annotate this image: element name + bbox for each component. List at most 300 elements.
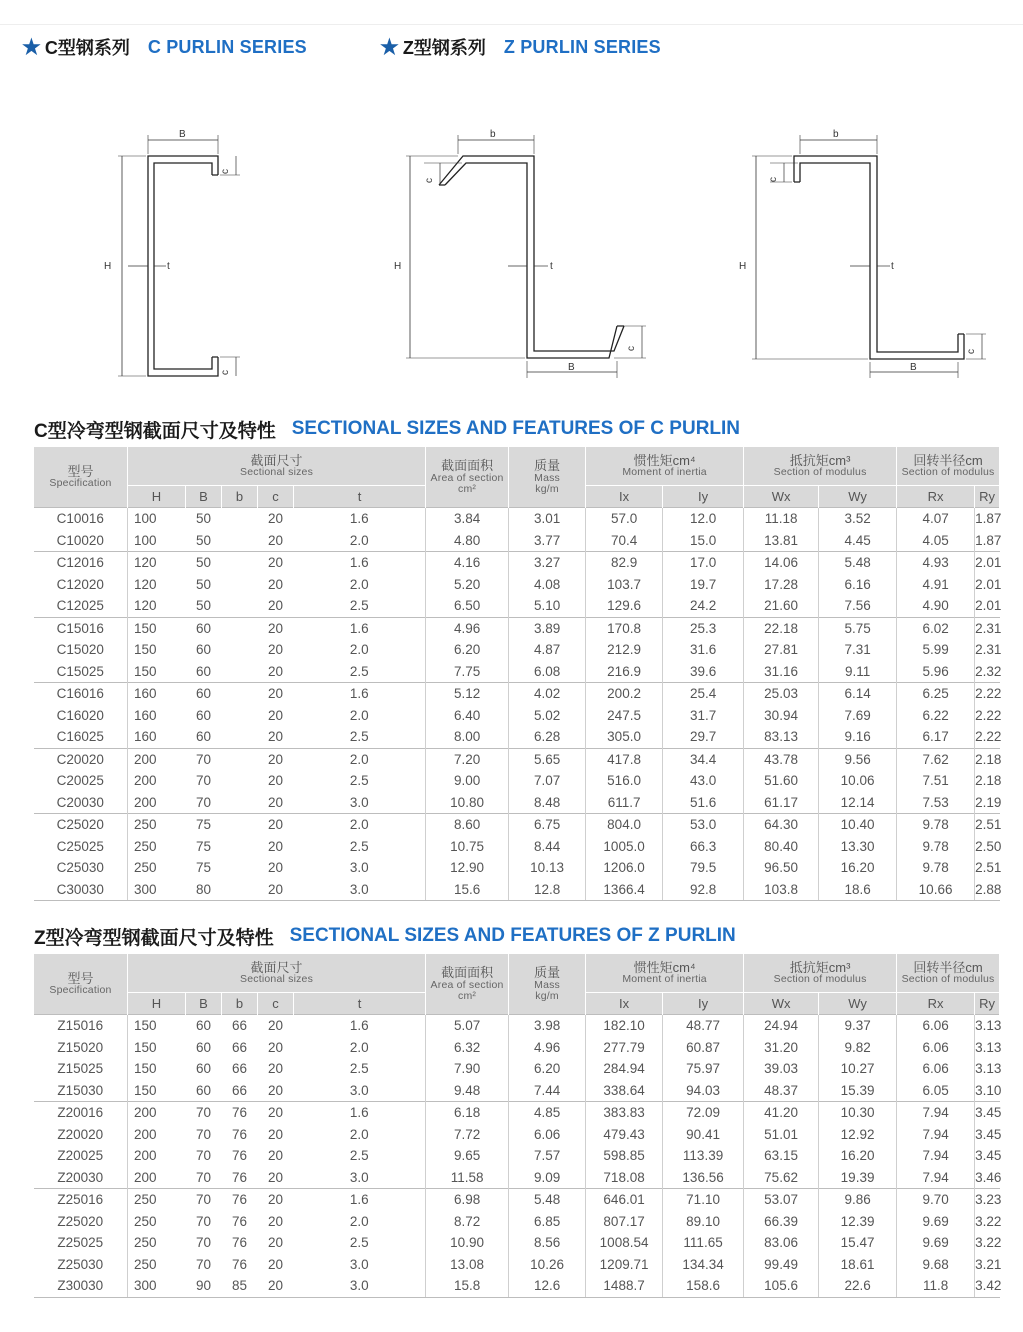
spec-cell: C16016 [34, 683, 128, 705]
table-row [34, 879, 1000, 901]
value-cell: 11.58 [426, 1167, 509, 1189]
value-cell: 2.5 [349, 1061, 369, 1077]
value-cell: 60 [195, 707, 212, 723]
table-row [34, 1102, 1000, 1124]
value-cell: 1.87 [975, 530, 1000, 552]
value-cell: 19.7 [663, 574, 744, 596]
value-cell: 479.43 [586, 1124, 663, 1146]
spec-cell: Z25030 [57, 1256, 104, 1272]
dim-t-label: t [891, 261, 894, 272]
value-cell: 10.27 [819, 1058, 897, 1080]
value-cell [222, 770, 258, 792]
value-cell: 60 [195, 729, 212, 745]
value-cell: 5.75 [819, 617, 897, 639]
spec-cell: C25030 [56, 860, 104, 876]
dim-b-top-label: b [833, 129, 839, 140]
value-cell: 3.84 [426, 508, 509, 530]
value-cell: 9.70 [897, 1189, 975, 1211]
value-cell: 305.0 [586, 726, 663, 748]
value-cell [222, 792, 258, 814]
value-cell: 4.96 [426, 617, 509, 639]
value-cell: 75.62 [744, 1167, 819, 1189]
value-cell: 9.78 [897, 857, 975, 879]
value-cell: 3.42 [975, 1275, 1000, 1297]
value-cell: 1488.7 [586, 1275, 663, 1297]
z-purlin-table [33, 954, 1000, 1298]
header-unit: kg/m [535, 989, 559, 1002]
value-cell [222, 814, 258, 836]
spec-cell: C20030 [56, 794, 104, 810]
dim-h-label: H [104, 261, 112, 272]
table-row [34, 530, 1000, 552]
value-cell: 6.40 [426, 705, 509, 727]
value-cell: 646.01 [586, 1189, 663, 1211]
mass-header [509, 447, 586, 508]
value-cell: 10.80 [426, 792, 509, 814]
value-cell: 6.22 [897, 705, 975, 727]
value-cell: 103.7 [586, 574, 663, 596]
dim-h-label: H [739, 261, 747, 272]
table-row [34, 574, 1000, 596]
value-cell: 20 [267, 1148, 284, 1164]
value-cell: 31.16 [744, 661, 819, 683]
value-cell: 20 [258, 508, 294, 530]
value-cell: 2.51 [975, 814, 1000, 836]
modulus-header [744, 954, 897, 993]
value-cell: 64.30 [744, 814, 819, 836]
value-cell: 2.01 [975, 595, 1000, 617]
spec-cell: C10016 [34, 508, 128, 530]
value-cell: 3.13 [975, 1037, 1000, 1059]
value-cell: 12.90 [426, 857, 509, 879]
c-series-title-en: C PURLIN SERIES [147, 36, 307, 57]
value-cell: 8.44 [509, 836, 586, 858]
value-cell: 6.75 [509, 814, 586, 836]
value-cell [222, 705, 258, 727]
value-cell: 6.16 [819, 574, 897, 596]
value-cell: 2.0 [349, 1126, 369, 1142]
value-cell: 2.31 [975, 639, 1000, 661]
value-cell: 216.9 [586, 661, 663, 683]
header-en: Area of section [430, 471, 504, 484]
value-cell: 1.6 [294, 617, 426, 639]
z-table-title-cn: Z型冷弯型钢截面尺寸及特性 [34, 927, 274, 949]
value-cell: 1.6 [294, 1189, 426, 1211]
value-cell: 8.72 [426, 1211, 509, 1233]
header-cn: 截面尺寸 [250, 959, 303, 975]
value-cell: 51.60 [744, 770, 819, 792]
header-cn: 截面面积 [441, 965, 494, 981]
value-cell: 12.8 [509, 879, 586, 901]
value-cell: 9.69 [897, 1232, 975, 1254]
value-cell: 11.8 [897, 1275, 975, 1297]
value-cell: 60 [186, 617, 222, 639]
z-table-heading [34, 923, 736, 949]
subheader-wy: Wy [819, 993, 897, 1015]
value-cell: 20 [267, 1126, 284, 1142]
value-cell: 4.02 [509, 683, 586, 705]
dim-c-label: c [220, 169, 231, 174]
subheader-c: c [258, 486, 294, 508]
header-cn: 质量 [534, 965, 561, 981]
value-cell: 76 [231, 1235, 248, 1251]
subheader-rx: Rx [897, 486, 975, 508]
value-cell: 3.0 [294, 1275, 426, 1297]
table-row [34, 1189, 1000, 1211]
value-cell: 200 [128, 1124, 186, 1146]
value-cell: 804.0 [586, 814, 663, 836]
value-cell: 13.08 [426, 1254, 509, 1276]
table-row [34, 552, 1000, 574]
value-cell: 20 [258, 1275, 294, 1297]
value-cell: 200 [128, 1167, 186, 1189]
header-en: Section of modulus [901, 466, 995, 479]
dim-b-label: B [179, 129, 186, 140]
value-cell: 27.81 [744, 639, 819, 661]
value-cell: 13.30 [819, 836, 897, 858]
value-cell: 6.28 [509, 726, 586, 748]
value-cell: 70 [195, 794, 212, 810]
value-cell: 6.18 [426, 1102, 509, 1124]
value-cell [222, 552, 258, 574]
value-cell: 516.0 [586, 770, 663, 792]
dim-b-bottom-label: B [910, 362, 917, 373]
mass-header [509, 954, 586, 1015]
value-cell: 12.0 [663, 508, 744, 530]
value-cell: 1.6 [294, 552, 426, 574]
dim-c-label: c [768, 177, 779, 182]
inertia-header [586, 954, 744, 993]
value-cell: 6.50 [426, 595, 509, 617]
value-cell: 20 [267, 532, 284, 548]
value-cell: 50 [195, 576, 212, 592]
value-cell: 3.0 [349, 1082, 369, 1098]
value-cell: 2.5 [349, 1235, 369, 1251]
dim-b-bottom-label: B [568, 362, 575, 373]
spec-cell: Z20020 [57, 1126, 104, 1142]
dim-c-label: c [966, 349, 977, 354]
value-cell [222, 661, 258, 683]
value-cell: 160 [128, 705, 186, 727]
value-cell: 1.6 [294, 1102, 426, 1124]
value-cell: 83.06 [744, 1232, 819, 1254]
area-header [426, 447, 509, 508]
value-cell: 7.62 [897, 748, 975, 770]
table-row [34, 1145, 1000, 1167]
value-cell: 20 [258, 748, 294, 770]
value-cell: 250 [128, 836, 186, 858]
value-cell: 10.26 [509, 1254, 586, 1276]
value-cell [222, 748, 258, 770]
value-cell: 5.48 [509, 1189, 586, 1211]
value-cell: 7.94 [897, 1167, 975, 1189]
value-cell: 4.80 [426, 530, 509, 552]
value-cell: 718.08 [586, 1167, 663, 1189]
value-cell: 150 [128, 1037, 186, 1059]
value-cell [222, 879, 258, 901]
subheader-rx: Rx [897, 993, 975, 1015]
value-cell: 2.22 [975, 726, 1000, 748]
value-cell: 85 [222, 1275, 258, 1297]
value-cell: 7.94 [897, 1145, 975, 1167]
value-cell: 66 [231, 1039, 248, 1055]
value-cell: 120 [128, 552, 186, 574]
value-cell: 20 [258, 879, 294, 901]
spec-cell: C30030 [34, 879, 128, 901]
inertia-header [586, 447, 744, 486]
c-purlin-drawing [100, 118, 260, 387]
table-row [34, 1211, 1000, 1233]
value-cell: 277.79 [586, 1037, 663, 1059]
spec-cell: Z15030 [57, 1082, 104, 1098]
value-cell: 1206.0 [586, 857, 663, 879]
value-cell: 6.85 [509, 1211, 586, 1233]
value-cell: 12.39 [819, 1211, 897, 1233]
value-cell: 76 [231, 1213, 248, 1229]
header-cn: 型号 [67, 970, 94, 986]
header-cn: 质量 [534, 458, 561, 474]
header-en: Mass [534, 471, 561, 484]
value-cell: 1.6 [294, 1015, 426, 1037]
value-cell: 60 [186, 1015, 222, 1037]
value-cell: 80.40 [744, 836, 819, 858]
subheader-t: t [294, 993, 426, 1015]
z-series-title-en: Z PURLIN SERIES [503, 36, 661, 57]
table-row [34, 1080, 1000, 1102]
value-cell: 250 [128, 857, 186, 879]
value-cell: 7.72 [426, 1124, 509, 1146]
value-cell: 1005.0 [586, 836, 663, 858]
value-cell: 22.18 [744, 617, 819, 639]
value-cell: 20 [258, 683, 294, 705]
value-cell: 5.20 [426, 574, 509, 596]
value-cell: 82.9 [586, 552, 663, 574]
value-cell: 7.31 [819, 639, 897, 661]
value-cell: 31.20 [744, 1037, 819, 1059]
value-cell: 3.13 [975, 1058, 1000, 1080]
value-cell: 60 [195, 1082, 212, 1098]
value-cell: 2.0 [349, 1039, 369, 1055]
value-cell: 6.25 [897, 683, 975, 705]
table-row [34, 836, 1000, 858]
header-unit: cm² [458, 989, 477, 1002]
value-cell: 250 [128, 814, 186, 836]
value-cell [222, 595, 258, 617]
value-cell: 200 [128, 1102, 186, 1124]
value-cell: 60 [186, 683, 222, 705]
header-cn: 截面面积 [441, 458, 494, 474]
header-cn: 型号 [67, 463, 94, 479]
value-cell: 70 [195, 1235, 212, 1251]
value-cell: 20 [267, 598, 284, 614]
value-cell: 6.06 [897, 1058, 975, 1080]
value-cell: 807.17 [586, 1211, 663, 1233]
value-cell: 18.61 [819, 1254, 897, 1276]
value-cell: 200.2 [586, 683, 663, 705]
header-cn: 惯性矩cm⁴ [633, 959, 696, 975]
value-cell: 7.57 [509, 1145, 586, 1167]
value-cell: 50 [186, 508, 222, 530]
value-cell: 158.6 [663, 1275, 744, 1297]
value-cell: 20 [267, 838, 284, 854]
value-cell: 2.32 [975, 661, 1000, 683]
value-cell: 19.39 [819, 1167, 897, 1189]
value-cell: 134.34 [663, 1254, 744, 1276]
value-cell: 41.20 [744, 1102, 819, 1124]
header-en: Moment of inertia [622, 973, 707, 986]
value-cell: 150 [128, 1015, 186, 1037]
value-cell: 60 [195, 1061, 212, 1077]
spec-cell: Z20025 [57, 1148, 104, 1164]
dim-c-label: c [424, 178, 435, 183]
value-cell: 5.65 [509, 748, 586, 770]
value-cell: 2.18 [975, 748, 1000, 770]
value-cell [222, 836, 258, 858]
value-cell: 250 [128, 1189, 186, 1211]
spec-cell: C12016 [34, 552, 128, 574]
value-cell: 89.10 [663, 1211, 744, 1233]
value-cell: 9.16 [819, 726, 897, 748]
header-en: Section of modulus [773, 466, 867, 479]
table-row [34, 770, 1000, 792]
value-cell: 10.40 [819, 814, 897, 836]
value-cell: 3.0 [349, 794, 369, 810]
value-cell: 338.64 [586, 1080, 663, 1102]
c-purlin-table [33, 447, 1000, 901]
value-cell: 60.87 [663, 1037, 744, 1059]
value-cell: 70 [195, 1213, 212, 1229]
value-cell: 3.77 [509, 530, 586, 552]
value-cell: 70 [195, 1256, 212, 1272]
value-cell: 17.0 [663, 552, 744, 574]
value-cell: 1008.54 [586, 1232, 663, 1254]
subheader-ry: Ry [975, 486, 1000, 508]
value-cell: 5.02 [509, 705, 586, 727]
star-icon: ★ [22, 35, 41, 59]
subheader-b-lip: b [222, 486, 258, 508]
value-cell: 4.93 [897, 552, 975, 574]
value-cell: 8.00 [426, 726, 509, 748]
c-series-title-cn: C型钢系列 [44, 38, 130, 58]
table-row [34, 748, 1000, 770]
value-cell: 9.68 [897, 1254, 975, 1276]
value-cell: 100 [128, 530, 186, 552]
value-cell: 20 [267, 1061, 284, 1077]
radius-header [897, 447, 1000, 486]
z-series-title-cn: Z型钢系列 [402, 38, 486, 58]
dim-h-label: H [394, 261, 402, 272]
c-table-title-cn: C型冷弯型钢截面尺寸及特性 [34, 420, 276, 442]
value-cell: 4.07 [897, 508, 975, 530]
value-cell: 96.50 [744, 857, 819, 879]
value-cell: 9.69 [897, 1211, 975, 1233]
z-table-title-en: SECTIONAL SIZES AND FEATURES OF Z PURLIN [289, 925, 736, 946]
dim-b-top-label: b [490, 129, 496, 140]
value-cell: 1366.4 [586, 879, 663, 901]
value-cell: 7.44 [509, 1080, 586, 1102]
value-cell: 15.6 [426, 879, 509, 901]
value-cell: 2.5 [349, 598, 369, 614]
spec-cell: Z30030 [34, 1275, 128, 1297]
value-cell: 6.32 [426, 1037, 509, 1059]
value-cell: 113.39 [663, 1145, 744, 1167]
subheader-iy: Iy [663, 993, 744, 1015]
dim-c-label: c [220, 370, 231, 375]
value-cell: 2.5 [349, 729, 369, 745]
value-cell: 18.6 [819, 879, 897, 901]
value-cell: 6.05 [897, 1080, 975, 1102]
value-cell: 20 [267, 663, 284, 679]
value-cell: 3.45 [975, 1124, 1000, 1146]
spec-cell: C16020 [56, 707, 104, 723]
value-cell: 3.0 [349, 860, 369, 876]
value-cell: 39.6 [663, 661, 744, 683]
value-cell: 2.31 [975, 617, 1000, 639]
value-cell: 10.90 [426, 1232, 509, 1254]
value-cell: 16.20 [819, 857, 897, 879]
spec-cell: C15020 [56, 642, 104, 658]
value-cell: 9.37 [819, 1015, 897, 1037]
header-cn: 回转半径cm [913, 959, 983, 975]
area-header [426, 954, 509, 1015]
header-en: Specification [49, 984, 112, 997]
value-cell: 29.7 [663, 726, 744, 748]
value-cell: 20 [258, 552, 294, 574]
value-cell: 4.91 [897, 574, 975, 596]
spec-cell: Z20030 [57, 1169, 104, 1185]
value-cell: 284.94 [586, 1058, 663, 1080]
value-cell: 75.97 [663, 1058, 744, 1080]
subheader-b-flange: B [186, 993, 222, 1015]
value-cell: 105.6 [744, 1275, 819, 1297]
table-row [34, 1254, 1000, 1276]
dim-t-label: t [550, 261, 553, 272]
value-cell [222, 726, 258, 748]
value-cell: 70 [195, 773, 212, 789]
value-cell: 80 [186, 879, 222, 901]
star-icon: ★ [380, 35, 399, 59]
value-cell: 7.94 [897, 1124, 975, 1146]
header-en: Section of modulus [901, 973, 995, 986]
header-unit: cm² [458, 482, 477, 495]
spec-cell: C12025 [56, 598, 104, 614]
value-cell: 24.94 [744, 1015, 819, 1037]
dim-t-label: t [167, 261, 170, 272]
value-cell: 6.02 [897, 617, 975, 639]
table-row [34, 508, 1000, 530]
spec-cell: C15025 [56, 663, 104, 679]
spec-cell: C12020 [56, 576, 104, 592]
value-cell: 79.5 [663, 857, 744, 879]
value-cell: 31.7 [663, 705, 744, 727]
value-cell: 20 [267, 1169, 284, 1185]
value-cell: 2.5 [349, 773, 369, 789]
header-en: Moment of inertia [622, 466, 707, 479]
value-cell: 20 [267, 773, 284, 789]
value-cell: 4.87 [509, 639, 586, 661]
value-cell: 51.6 [663, 792, 744, 814]
table-row [34, 792, 1000, 814]
value-cell: 150 [128, 617, 186, 639]
value-cell: 200 [128, 748, 186, 770]
z-purlin-drawing-sloped [392, 118, 662, 387]
value-cell: 39.03 [744, 1058, 819, 1080]
value-cell: 7.94 [897, 1102, 975, 1124]
value-cell: 20 [267, 729, 284, 745]
value-cell: 3.13 [975, 1015, 1000, 1037]
value-cell: 2.01 [975, 552, 1000, 574]
value-cell: 120 [128, 595, 186, 617]
